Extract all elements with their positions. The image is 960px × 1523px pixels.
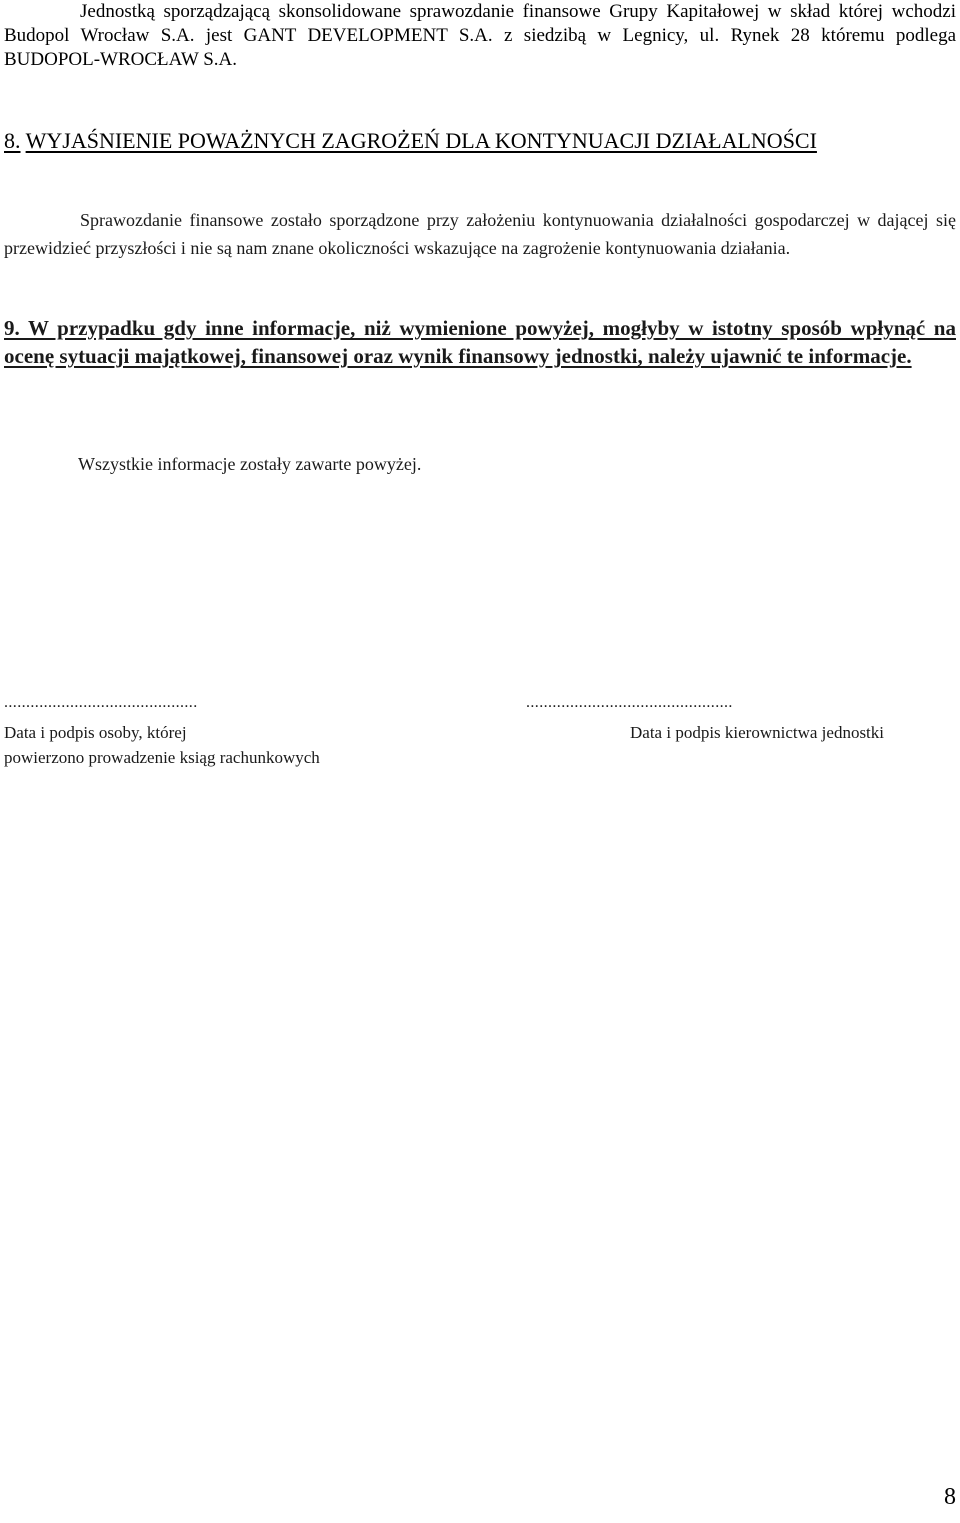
- section-8-body: Sprawozdanie finansowe zostało sporządzone przy założeniu kontynuowania działalności gospodarczej w dającej się przewidzieć przyszłości i nie są nam znane okoliczności wskazujące na zagrożenie kontynuowania działania.: [4, 210, 956, 258]
- signature-label-left: [4, 720, 320, 770]
- signature-line-left: ............................................: [4, 694, 198, 711]
- section-8-number: 8.: [4, 128, 21, 153]
- section-8-title: WYJAŚNIENIE POWAŻNYCH ZAGROŻEŃ DLA KONTYNUACJI DZIAŁALNOŚCI: [25, 128, 817, 153]
- page-number: 8: [944, 1484, 956, 1510]
- intro-paragraph: Jednostką sporządzającą skonsolidowane sprawozdanie finansowe Grupy Kapitałowej w skład której wchodzi Budopol Wrocław S.A. jest GANT DEVELOPMENT S.A. z siedzibą w Legnicy, ul. Rynek 28 któremu podlega BUDOPOL-WROCŁAW S.A.: [4, 1, 956, 70]
- section-9-body: Wszystkie informacje zostały zawarte powyżej.: [78, 454, 422, 474]
- signature-label-right: Data i podpis kierownictwa jednostki: [630, 723, 885, 742]
- signature-line-right: ...............................................: [526, 694, 733, 711]
- section-8-heading: [4, 126, 956, 156]
- signature-label-left-line1: Data i podpis osoby, której: [4, 723, 187, 742]
- section-9-heading: 9. W przypadku gdy inne informacje, niż wymienione powyżej, mogłyby w istotny sposób wpłynąć na ocenę sytuacji majątkowej, finansowej oraz wynik finansowy jednostki, należy ujawnić te informacje.: [4, 316, 956, 368]
- signature-label-left-line2: powierzono prowadzenie ksiąg rachunkowych: [4, 748, 320, 767]
